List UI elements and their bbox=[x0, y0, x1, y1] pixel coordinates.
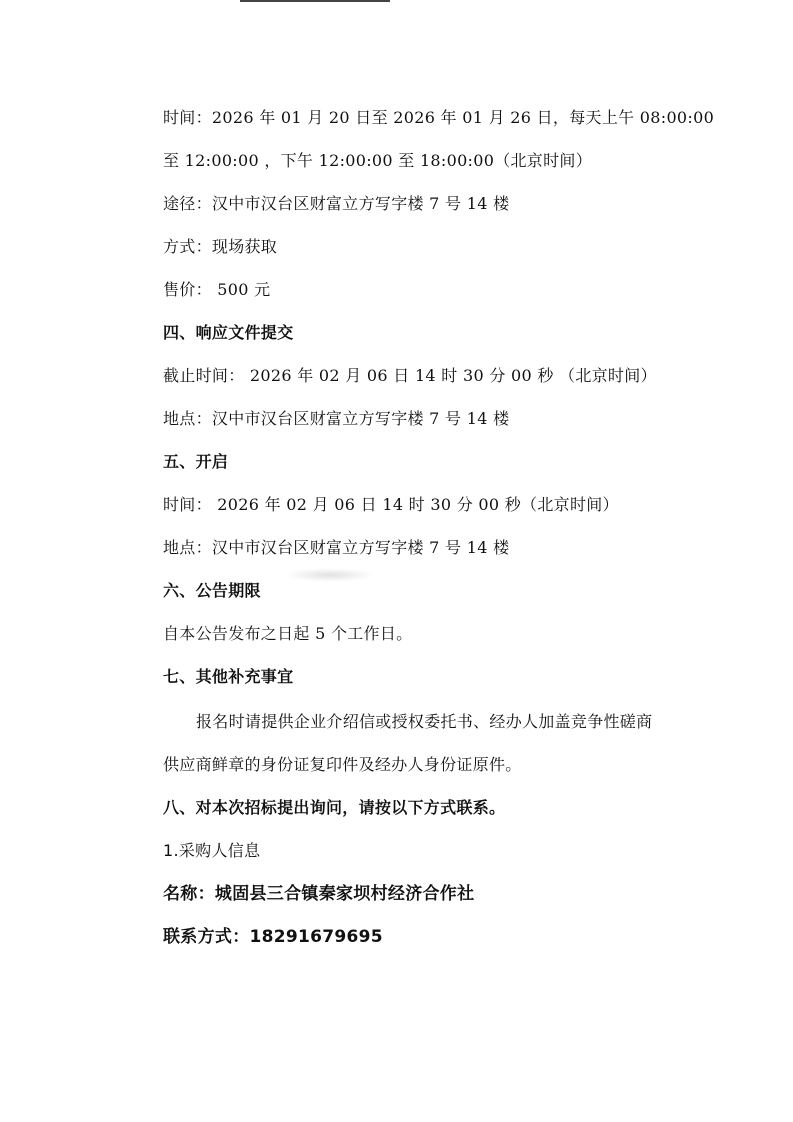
top-edge-mark bbox=[240, 0, 390, 2]
purchaser-info-heading: 1.采购人信息 bbox=[163, 841, 261, 860]
section-heading-6: 六、公告期限 bbox=[163, 581, 261, 600]
doc-price-line: 售价： 500 元 bbox=[163, 280, 271, 299]
doc-time-line-cont: 至 12:00:00 ，下午 12:00:00 至 18:00:00（北京时间） bbox=[163, 151, 593, 170]
doc-method-line: 方式：现场获取 bbox=[163, 237, 278, 256]
purchaser-name-line: 名称：城固县三合镇秦家坝村经济合作社 bbox=[163, 884, 475, 904]
doc-time-line: 时间：2026 年 01 月 20 日至 2026 年 01 月 26 日，每天上午 08:00:00 bbox=[163, 108, 715, 127]
section-heading-8: 八、对本次招标提出询问，请按以下方式联系。 bbox=[163, 798, 506, 817]
doc-location-line: 地点：汉中市汉台区财富立方写字楼 7 号 14 楼 bbox=[163, 409, 510, 428]
doc-opening-time-line: 时间： 2026 年 02 月 06 日 14 时 30 分 00 秒（北京时间） bbox=[163, 495, 619, 514]
doc-supplement-line-cont: 供应商鲜章的身份证复印件及经办人身份证原件。 bbox=[163, 755, 522, 774]
scan-smudge bbox=[285, 568, 375, 582]
doc-supplement-line: 报名时请提供企业介绍信或授权委托书、经办人加盖竞争性磋商 bbox=[196, 712, 653, 731]
section-heading-5: 五、开启 bbox=[163, 452, 229, 471]
doc-route-line: 途径：汉中市汉台区财富立方写字楼 7 号 14 楼 bbox=[163, 194, 510, 213]
doc-opening-location-line: 地点：汉中市汉台区财富立方写字楼 7 号 14 楼 bbox=[163, 538, 510, 557]
doc-deadline-line: 截止时间： 2026 年 02 月 06 日 14 时 30 分 00 秒 （北京时间） bbox=[163, 366, 657, 385]
section-heading-7: 七、其他补充事宜 bbox=[163, 667, 294, 686]
section-heading-4: 四、响应文件提交 bbox=[163, 323, 294, 342]
purchaser-contact-line: 联系方式：18291679695 bbox=[163, 927, 383, 947]
doc-period-line: 自本公告发布之日起 5 个工作日。 bbox=[163, 624, 413, 643]
